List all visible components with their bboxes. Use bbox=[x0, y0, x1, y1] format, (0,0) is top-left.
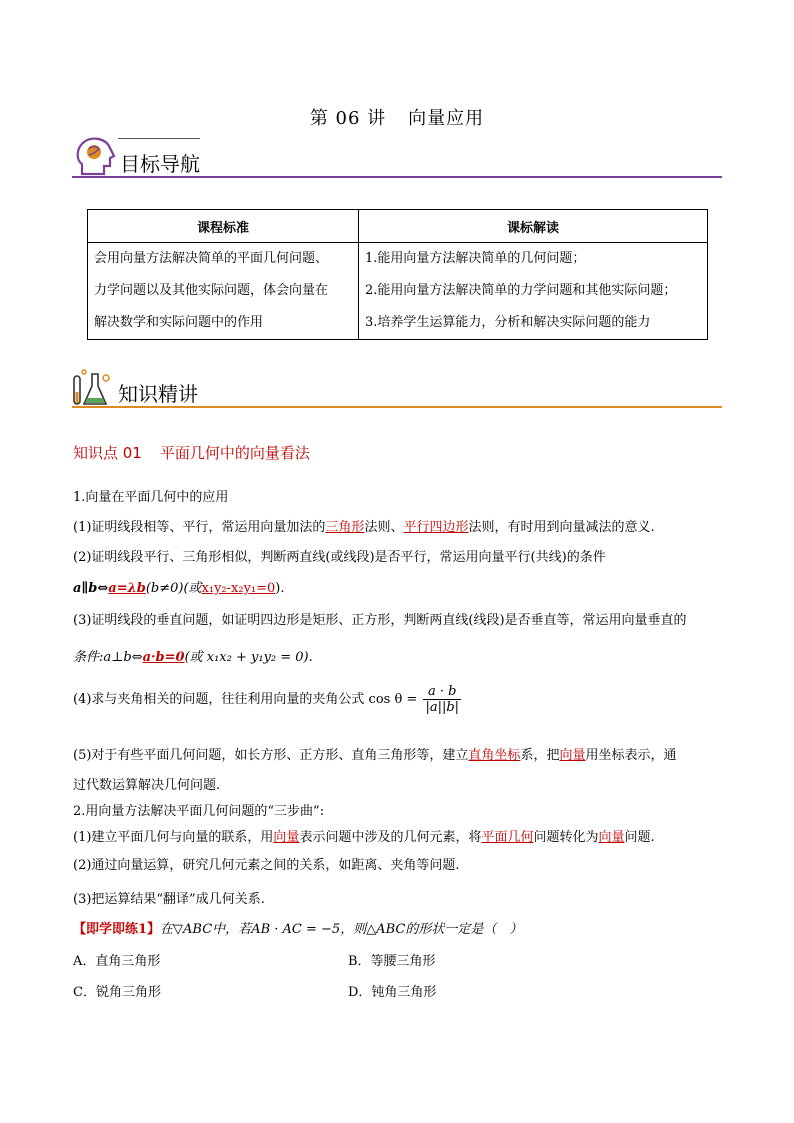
option-a[interactable]: A．直角三角形 bbox=[73, 954, 161, 969]
paragraph: 过代数运算解决几何问题. bbox=[73, 778, 221, 793]
keyword: 直角坐标 bbox=[468, 748, 521, 763]
text: (1)建立平面几何与向量的联系，用 bbox=[73, 830, 274, 845]
text: (5)对于有些平面几何问题，如长方形、正方形、直角三角形等，建立 bbox=[73, 748, 469, 763]
angle-fraction bbox=[423, 684, 461, 715]
section-divider-orange bbox=[72, 406, 722, 408]
knowledge-point-title: 平面几何中的向量看法 bbox=[159, 444, 310, 462]
cell-text-line: 解决数学和实际问题中的作用 bbox=[94, 315, 264, 330]
text: (1)证明线段相等、平行，常运用向量加法的 bbox=[73, 520, 326, 535]
knowledge-point-heading bbox=[73, 442, 310, 463]
table-row bbox=[88, 243, 708, 340]
formula: a∥b⇔ bbox=[73, 581, 109, 596]
lecture-number: 第 06 讲 bbox=[309, 108, 387, 129]
text: 用坐标表示，通 bbox=[585, 748, 677, 763]
keyword: a·b=0 bbox=[142, 650, 185, 665]
paragraph: (3)证明线段的垂直问题，如证明四边形是矩形、正方形，判断两直线(线段)是否垂直等，常运用向量垂直的 bbox=[73, 613, 687, 628]
formula: ). bbox=[275, 581, 285, 596]
formula: (b≠0)(或 bbox=[145, 581, 202, 596]
keyword: 向量 bbox=[273, 830, 300, 845]
option-d[interactable]: D．钝角三角形 bbox=[348, 985, 437, 1000]
text: 法则、 bbox=[364, 520, 404, 535]
lab-flask-icon bbox=[70, 368, 114, 408]
section-title-goals: 目标导航 bbox=[120, 152, 200, 176]
section-title-knowledge: 知识精讲 bbox=[118, 382, 198, 406]
page-title bbox=[0, 104, 794, 130]
keyword: 三角形 bbox=[325, 520, 365, 535]
knowledge-point-label: 知识点 01 bbox=[73, 444, 142, 462]
table-cell-standard bbox=[88, 243, 359, 340]
cell-text-line: 1.能用向量方法解决简单的几何问题； bbox=[365, 251, 586, 266]
table-header-row bbox=[88, 210, 708, 243]
keyword: 平面几何 bbox=[481, 830, 534, 845]
exercise-question bbox=[73, 918, 522, 937]
keyword: 向量 bbox=[559, 748, 586, 763]
paragraph bbox=[73, 826, 655, 845]
cell-text-line: 2.能用向量方法解决简单的力学问题和其他实际问题； bbox=[365, 283, 677, 298]
text: 在▽ABC中，若 bbox=[160, 922, 252, 937]
text: 问题. bbox=[624, 830, 655, 845]
keyword: x₁y₂-x₂y₁=0 bbox=[201, 581, 276, 596]
keyword: a=λb bbox=[108, 581, 146, 596]
text: 问题转化为 bbox=[533, 830, 599, 845]
formula-line bbox=[73, 684, 461, 715]
fraction-denominator: |a||b| bbox=[425, 700, 460, 715]
cell-text-line: 3.培养学生运算能力，分析和解决实际问题的能力 bbox=[365, 315, 651, 330]
option-c[interactable]: C．锐角三角形 bbox=[73, 985, 161, 1000]
section-top-rule bbox=[118, 138, 200, 139]
formula-line bbox=[73, 577, 285, 596]
text: 系，把 bbox=[520, 748, 560, 763]
table-header: 课标解读 bbox=[359, 210, 708, 243]
paragraph: (2)通过向量运算，研究几何元素之间的关系，如距离、夹角等问题. bbox=[73, 858, 460, 873]
head-brain-icon bbox=[72, 134, 120, 180]
option-b[interactable]: B．等腰三角形 bbox=[348, 954, 436, 969]
exercise-tag: 【即学即练1】 bbox=[73, 922, 161, 937]
formula: 条件:a⊥b⇔ bbox=[73, 650, 143, 665]
cell-text-line: 会用向量方法解决简单的平面几何问题、 bbox=[94, 251, 329, 266]
paragraph: (2)证明线段平行、三角形相似，判断两直线(或线段)是否平行，常运用向量平行(共线)的条件 bbox=[73, 550, 606, 565]
formula: (或 x₁x₂ + y₁y₂ = 0). bbox=[184, 650, 313, 665]
text: (4)求与夹角相关的问题，往往利用向量的夹角公式 cos θ = bbox=[73, 692, 418, 707]
curriculum-table bbox=[87, 209, 708, 340]
paragraph: (3)把运算结果“翻译”成几何关系. bbox=[73, 892, 265, 907]
paragraph bbox=[73, 516, 655, 535]
table-cell-interpretation bbox=[359, 243, 708, 340]
subheading: 2.用向量方法解决平面几何问题的“三步曲”: bbox=[73, 804, 325, 819]
keyword: 向量 bbox=[598, 830, 625, 845]
lecture-topic: 向量应用 bbox=[408, 108, 485, 129]
fraction-numerator: a · b bbox=[423, 684, 461, 700]
text: 法则，有时用到向量减法的意义. bbox=[468, 520, 655, 535]
text: 表示问题中涉及的几何元素，将 bbox=[299, 830, 482, 845]
cell-text-line: 力学问题以及其他实际问题，体会向量在 bbox=[94, 283, 329, 298]
table-header: 课程标准 bbox=[88, 210, 359, 243]
formula-line bbox=[73, 646, 313, 665]
paragraph bbox=[73, 744, 676, 763]
formula: AB · AC = −5 bbox=[251, 922, 341, 937]
subheading: 1.向量在平面几何中的应用 bbox=[73, 490, 229, 505]
section-divider-purple bbox=[72, 176, 722, 178]
text: ，则△ABC的形状一定是（ ） bbox=[340, 922, 523, 937]
keyword: 平行四边形 bbox=[403, 520, 469, 535]
